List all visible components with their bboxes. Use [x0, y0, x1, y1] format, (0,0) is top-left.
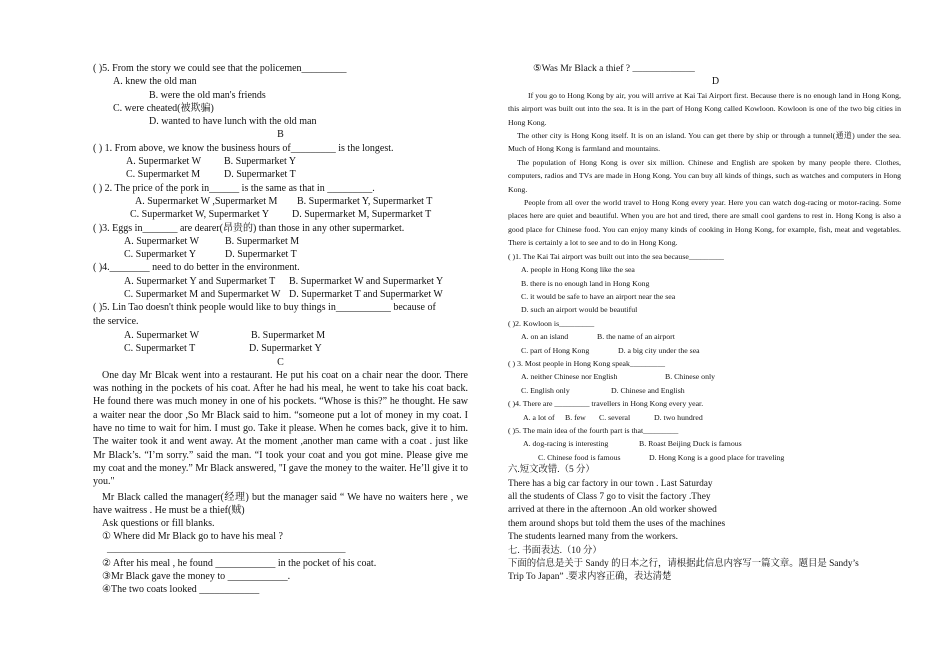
option-a: A. people in Hong Kong like the sea [521, 265, 635, 275]
question-b4: ( )4.________ need to do better in the environment. [93, 262, 300, 274]
option-d: D. a big city under the sea [618, 345, 700, 355]
error-correction-line: all the students of Class 7 go to visit the factory .They [508, 492, 711, 502]
section-heading-c: C [277, 356, 284, 368]
option-c: C. several [599, 412, 631, 422]
option-b: B. Supermarket M [225, 235, 300, 247]
question-d2: ( )2. Kowloon is_________ [508, 318, 595, 328]
question-d3: ( ) 3. Most people in Hong Kong speak_________ [508, 358, 666, 368]
option-d: D. Chinese and English [611, 385, 685, 395]
option-d: D. Supermarket T [225, 249, 297, 261]
option-a: A. on an island [521, 332, 569, 342]
option-b: B. few [565, 412, 586, 422]
options-row [93, 168, 468, 181]
option-b: B. were the old man's friends [149, 89, 266, 101]
option-b: B. Supermarket Y [224, 156, 297, 168]
question-5-stem: ( )5. From the story we could see that the policemen_________ [93, 63, 347, 74]
option-b: B. Supermarket M [251, 329, 326, 341]
option-c: C. Supermarket T [124, 343, 196, 355]
option-c: C. part of Hong Kong [521, 345, 590, 355]
reading-paragraph-2: The other city is Hong Kong itself. It is on an island. You can get there by ship or through a tunnel(通道) under the sea. Much of Hong Kong is farmland and mountains. [508, 131, 901, 154]
option-a: A. neither Chinese nor English [521, 372, 618, 382]
option-c: C. English only [521, 385, 570, 395]
options-row [93, 275, 468, 288]
option-b: B. Supermarket W and Supermarket Y [289, 275, 444, 287]
question-b3: ( )3. Eggs in_______ are dearer(昂贵的) than those in any other supermarket. [93, 222, 405, 234]
option-d: D. two hundred [654, 412, 703, 422]
options-row [508, 384, 901, 397]
option-b: B. there is no enough land in Hong Kong [521, 278, 650, 288]
section-6-title: 六.短文改错.（5 分） [508, 465, 595, 476]
section-7-title: 七. 书面表达.（10 分） [508, 545, 602, 556]
options-row [93, 208, 468, 221]
question-d4: ( )4. There are _________ travellers in Hong Kong every year. [508, 399, 704, 409]
options-row [93, 195, 468, 208]
story-paragraph-2: Mr Black called the manager(经理) but the manager said “ We have no waiters here , we have waitress . He must be a thief(贼) [93, 491, 468, 516]
option-b: B. Supermarket Y, Supermarket T [297, 195, 433, 207]
option-a: A. Supermarket W ,Supermarket M [135, 195, 278, 207]
option-c: C. Supermarket M and Supermarket W [124, 289, 281, 301]
options-row [93, 342, 468, 355]
writing-instruction: Trip To Japan” .要求内容正确，表达清楚 [508, 572, 672, 583]
option-c: C. were cheated(被欺骗) [113, 102, 214, 114]
options-row [508, 344, 901, 357]
option-a: A. Supermarket Y and Supermarket T [124, 275, 276, 287]
section-heading-b: B [277, 129, 284, 141]
option-d: D. such an airport would be beautiful [521, 305, 638, 315]
fill-question-1: ① Where did Mr Black go to have his meal ? [102, 531, 283, 543]
option-a: A. Supermarket W [124, 235, 200, 247]
story-paragraph-1: One day Mr Blcak went into a restaurant. He put his coat on a chair near the door. There was nothing in the pockets of his coat. After he had his meal, he went to take his coat back. He found there was much money in one of his pockets. “Whose is this?” he thought. He saw a waiter near the door ,So Mr Black said to him. “someone put a lot of money in my coat. I have no time to wait for him. I must go. Take it please. When he comes back, give it to him. The waiter took it and went away. At the moment ,another man came with a coat . just like Mr Black’s. “I’m sorry.” said the man. “I took your coat and you got mine. Please give me my coat and the money.” Mr Black answered, "I gave the money to the waiter. He’ll give it to you." [93, 369, 468, 488]
question-b5-cont: the service. [93, 315, 139, 327]
question-d5: ( )5. The main idea of the fourth part is that_________ [508, 425, 679, 435]
option-d: D. Supermarket T and Supermarket W [289, 289, 443, 301]
options-row [508, 330, 901, 343]
error-correction-line: them around shops but told them the uses of the machines [508, 518, 726, 529]
option-d: D. Supermarket T [224, 169, 296, 181]
option-a: A. Supermarket W [124, 329, 200, 341]
question-d1: ( )1. The Kai Tai airport was built out into the sea because_________ [508, 251, 724, 261]
section-heading-d: D [711, 76, 720, 88]
option-a: A. Supermarket W [126, 156, 202, 168]
fill-question-5: ⑤Was Mr Black a thief ? _____________ [533, 63, 695, 74]
option-d: D. Supermarket M, Supermarket T [292, 209, 432, 221]
fill-question-2: ② After his meal , he found ____________ in the pocket of his coat. [102, 557, 377, 569]
options-row [508, 411, 901, 424]
option-c: C. Supermarket Y [124, 249, 197, 261]
question-b1: ( ) 1. From above, we know the business hours of_________ is the longest. [93, 142, 394, 154]
options-row [93, 288, 468, 301]
answer-line[interactable]: _____________________________________________________ [107, 543, 346, 554]
option-a: A. dog-racing is interesting [523, 439, 609, 449]
reading-paragraph-4: People from all over the world travel to Hong Kong every year. Here you can watch dog-racing or motor-racing. Some places here are quiet and beautiful. When you are hot and tired, there are small cool gardens to rest in. Hong Kong is also a good place for Chinese food. You can enjoy many kinds of cooking in Hong Kong, for example, fish, meat and vegetables. There is certainly a lot to see and to do in Hong Kong. [508, 198, 901, 248]
option-d: D. Hong Kong is a good place for traveling [649, 452, 785, 462]
error-correction-line: arrived at there in the afternoon .An old worker showed [508, 505, 717, 516]
options-row [93, 235, 468, 248]
left-column [93, 62, 468, 597]
options-row [93, 248, 468, 261]
option-c: C. Chinese food is famous [538, 452, 621, 462]
question-b2: ( ) 2. The price of the pork in______ is the same as that in _________. [93, 182, 375, 194]
option-d: D. Supermarket Y [249, 343, 322, 355]
error-correction-line: The students learned many from the workers. [508, 532, 678, 543]
fill-question-4: ④The two coats looked ____________ [102, 584, 260, 596]
options-row [508, 437, 901, 450]
options-row [508, 451, 901, 464]
instruction: Ask questions or fill blanks. [102, 518, 215, 530]
option-b: B. the name of an airport [597, 332, 675, 342]
options-row [93, 155, 468, 168]
right-column [508, 62, 901, 585]
writing-instruction: 下面的信息是关于 Sandy 的日本之行，请根据此信息内容写一篇文章。题目是 Sandy’s [508, 559, 859, 570]
reading-paragraph-3: The population of Hong Kong is over six million. Chinese and English are spoken by many people there. Clothes, computers, radios and TVs are made in Hong Kong. You can buy all kinds of things, such as watches and computers in Hong Kong. [508, 157, 901, 194]
option-b: B. Roast Beijing Duck is famous [639, 439, 742, 449]
option-c: C. Supermarket W, Supermarket Y [130, 209, 270, 221]
options-row [508, 370, 901, 383]
option-b: B. Chinese only [665, 372, 716, 382]
error-correction-line: There has a big car factory in our town . Last Saturday [508, 478, 713, 489]
options-row [93, 329, 468, 342]
option-a: A. a lot of [523, 412, 555, 422]
option-d: D. wanted to have lunch with the old man [149, 116, 317, 128]
fill-question-3: ③Mr Black gave the money to ____________. [102, 570, 291, 582]
question-b5: ( )5. Lin Tao doesn't think people would like to buy things in___________ because of [93, 302, 436, 314]
reading-paragraph-1: If you go to Hong Kong by air, you will arrive at Kai Tai Airport first. Because there is no enough land in Hong Kong, this airport was built out into the sea. It is in the part of Hong Kong called Kowloon. Kowloon is one of the two big cities in Hong Kong. [508, 90, 901, 127]
option-c: C. Supermarket M [126, 169, 201, 181]
option-a: A. knew the old man [113, 76, 197, 88]
option-c: C. it would be safe to have an airport near the sea [521, 291, 676, 301]
